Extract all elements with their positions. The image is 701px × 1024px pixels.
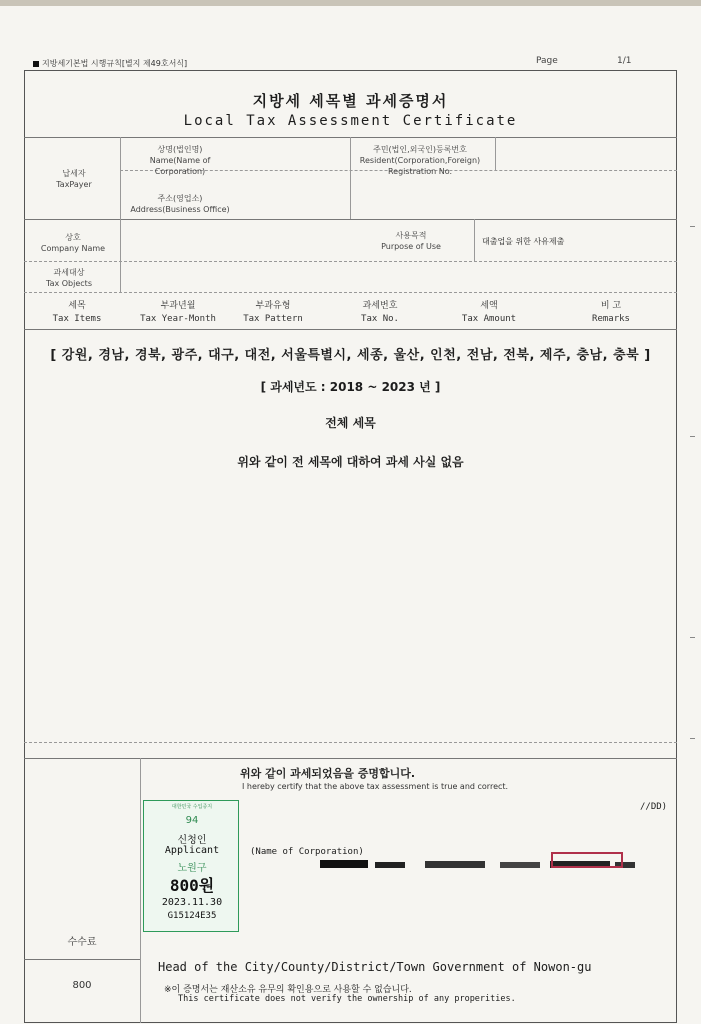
tax-objects-label-ko: 과세대상 [53, 268, 85, 277]
no-tax-record-statement: 위와 같이 전 세목에 대하여 과세 사실 없음 [237, 455, 464, 469]
certification-english: I hereby certify that the above tax assessment is true and correct. [242, 782, 509, 791]
stamp-date: 2023.11.30 [161, 897, 223, 908]
stamp-amount: 800원 [169, 876, 215, 895]
column-divider [120, 137, 121, 292]
stamp-serial: G15124E35 [167, 911, 217, 921]
stamp-applicant-en: Applicant [164, 845, 220, 856]
col-en: Remarks [592, 314, 630, 324]
col-ko: 부과년월 [160, 301, 196, 311]
name-of-corporation-label: (Name of Corporation) [250, 847, 364, 857]
divider [24, 959, 140, 960]
stamp-header: 대한민국 수입증지 [171, 804, 213, 810]
company-label-en: Company Name [40, 244, 106, 253]
address-label-ko: 주소(영업소) [157, 194, 203, 203]
column-header-remarks [568, 300, 654, 326]
company-label-ko: 상호 [65, 233, 81, 242]
title-korean: 지방세 세목별 과세증명서 [252, 92, 449, 110]
col-en: Tax No. [361, 314, 399, 324]
regions-list: [ 강원, 경남, 경북, 광주, 대구, 대전, 서울특별시, 세종, 울산, 인천, 전남, 전북, 제주, 충남, 충북 ] [50, 348, 651, 363]
footnote-english: This certificate does not verify the ownership of any properities. [178, 994, 516, 1004]
column-divider [140, 758, 141, 1023]
purpose-value: 대출업을 위한 사유제출 [482, 237, 565, 246]
fee-value: 800 [72, 980, 92, 991]
form-reference-text: 지방세기본법 시행규칙[별지 제49호서식] [42, 59, 188, 68]
col-ko: 비 고 [600, 301, 622, 311]
tax-year-range: [ 과세년도 : 2018 ~ 2023 년 ] [260, 380, 441, 394]
official-seal-stamp [551, 852, 623, 868]
col-en: Tax Amount [461, 314, 517, 324]
taxpayer-label-en: TaxPayer [56, 180, 92, 189]
stamp-applicant-ko: 신청인 [177, 835, 207, 846]
certification-korean: 위와 같이 과세되었음을 증명합니다. [240, 767, 416, 780]
address-label-en: Address(Business Office) [130, 205, 230, 214]
column-header-tax-items [34, 300, 120, 326]
column-divider [474, 219, 475, 261]
issuing-authority: Head of the City/County/District/Town Government of Nowon-gu [158, 960, 592, 974]
tax-objects-label-en: Tax Objects [46, 279, 92, 288]
margin-mark [690, 738, 695, 739]
resident-label [345, 144, 495, 177]
margin-mark [690, 637, 695, 638]
stamp-district: 노원구 [177, 863, 207, 874]
resident-label-ko: 주민(법인,외국인)등록번호 [373, 145, 467, 154]
col-en: Tax Pattern [243, 314, 303, 324]
column-header-tax-year-month [133, 300, 223, 326]
col-ko: 과세번호 [362, 301, 398, 311]
divider [24, 742, 677, 743]
page-number: 1/1 [617, 56, 632, 66]
tax-objects-label [28, 267, 110, 289]
taxpayer-label [30, 168, 118, 190]
margin-mark [690, 436, 695, 437]
name-label-ko: 상명(법인명) [157, 145, 203, 154]
margin-mark [690, 226, 695, 227]
divider [24, 261, 677, 262]
divider [24, 758, 677, 759]
col-ko: 부과유형 [255, 301, 291, 311]
column-divider [495, 137, 496, 171]
divider [24, 329, 677, 330]
bullet-square-icon [33, 61, 39, 67]
purpose-label-en: Purpose of Use [381, 242, 441, 251]
address-label [122, 193, 238, 215]
column-header-tax-amount [446, 300, 532, 326]
company-label [28, 232, 118, 254]
divider [24, 219, 677, 220]
revenue-stamp [143, 800, 239, 932]
date-fragment: //DD) [640, 802, 668, 812]
col-en: Tax Year-Month [140, 314, 216, 324]
taxpayer-label-ko: 납세자 [62, 169, 86, 178]
all-tax-items: 전체 세목 [325, 416, 376, 430]
divider [24, 292, 677, 293]
col-ko: 세목 [68, 301, 86, 311]
name-label-en1: Name(Name of [149, 156, 211, 165]
page-label: Page [536, 56, 558, 66]
name-label-en2: Corporation) [154, 167, 206, 176]
col-ko: 세액 [480, 301, 498, 311]
resident-label-en1: Resident(Corporation,Foreign) [359, 156, 481, 165]
footnote-korean: ※이 증명서는 재산소유 유무의 확인용으로 사용할 수 없습니다. [164, 985, 412, 995]
purpose-label [352, 230, 470, 252]
fee-label: 수수료 [67, 937, 97, 948]
purpose-label-ko: 사용목적 [395, 231, 427, 240]
stamp-number: 94 [185, 815, 199, 826]
scan-edge [0, 0, 701, 6]
column-header-tax-pattern [230, 300, 316, 326]
title-english: Local Tax Assessment Certificate [183, 113, 518, 129]
column-header-tax-no [337, 300, 423, 326]
col-en: Tax Items [52, 314, 102, 324]
resident-label-en2: Registration No. [387, 167, 453, 176]
name-label [135, 144, 225, 177]
form-reference [33, 58, 187, 69]
